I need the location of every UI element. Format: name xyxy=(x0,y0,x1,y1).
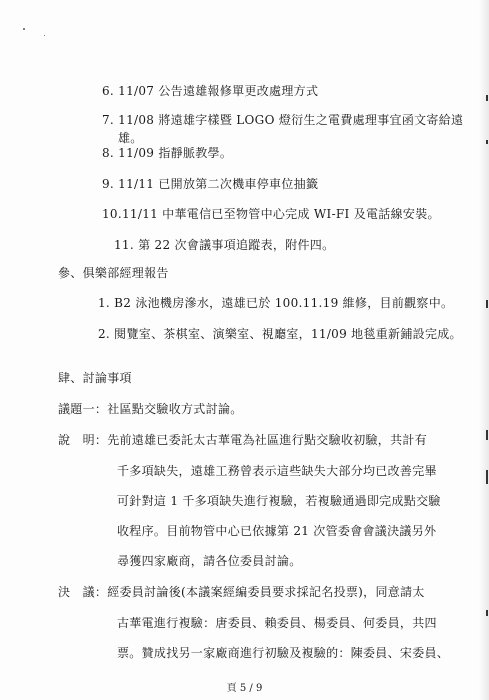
section-heading: 肆、討論事項 xyxy=(58,371,132,385)
list-item: 7. 11/08 將遠雄字樣暨 LOGO 燈衍生之電費處理事宜函文寄給遠 xyxy=(102,113,464,127)
list-item: 2. 閱覽室、茶棋室、演樂室、視廳室，11/09 地毯重新鋪設完成。 xyxy=(98,327,462,341)
list-item: 8. 11/09 指靜脈教學。 xyxy=(102,146,233,160)
scan-speck xyxy=(44,35,45,36)
section-heading: 參、俱樂部經理報告 xyxy=(58,266,169,280)
resolution-line: 票。贊成找另一家廠商進行初驗及複驗的：陳委員、宋委員、 xyxy=(117,646,450,660)
list-item: 6. 11/07 公告遠雄報修單更改處理方式 xyxy=(102,84,319,98)
scan-edge-noise xyxy=(486,610,488,616)
scan-edge-shadow xyxy=(479,0,489,700)
list-item: 10.11/11 中華電信已至物管中心完成 WI-FI 及電話線安裝。 xyxy=(102,207,440,221)
explanation-line: 尋獲四家廠商，請各位委員討論。 xyxy=(117,554,302,568)
scan-edge-noise xyxy=(486,95,488,101)
list-item: 1. B2 泳池機房滲水，遠雄已於 100.11.19 維修，目前觀察中。 xyxy=(98,296,454,310)
scan-speck xyxy=(23,28,25,30)
scan-edge-noise xyxy=(486,470,488,484)
explanation-line: 說 明：先前遠雄已委託太古華電為社區進行點交驗收初驗，共計有 xyxy=(58,433,428,447)
list-item-continuation: 雄。 xyxy=(118,131,143,145)
list-item: 9. 11/11 已開放第二次機車停車位抽籤 xyxy=(102,177,319,191)
page-number: 頁 5 / 9 xyxy=(226,683,263,694)
explanation-line: 可針對這 1 千多項缺失進行複驗，若複驗通過即完成點交驗 xyxy=(117,494,441,508)
resolution-line: 決 議：經委員討論後(本議案經編委員要求採記名投票)，同意請太 xyxy=(58,585,425,599)
scan-edge-noise xyxy=(486,140,488,144)
topic-heading: 議題一：社區點交驗收方式討論。 xyxy=(58,402,243,416)
scan-edge-noise xyxy=(486,430,488,440)
list-item: 11. 第 22 次會議事項追蹤表，附件四。 xyxy=(114,238,335,252)
resolution-line: 古華電進行複驗：唐委員、賴委員、楊委員、何委員，共四 xyxy=(117,616,437,630)
explanation-line: 千多項缺失，遠雄工務曾表示這些缺失大部分均已改善完畢 xyxy=(117,464,437,478)
explanation-line: 收程序。目前物管中心已依據第 21 次管委會會議決議另外 xyxy=(117,524,437,538)
scan-edge-noise xyxy=(486,300,488,308)
